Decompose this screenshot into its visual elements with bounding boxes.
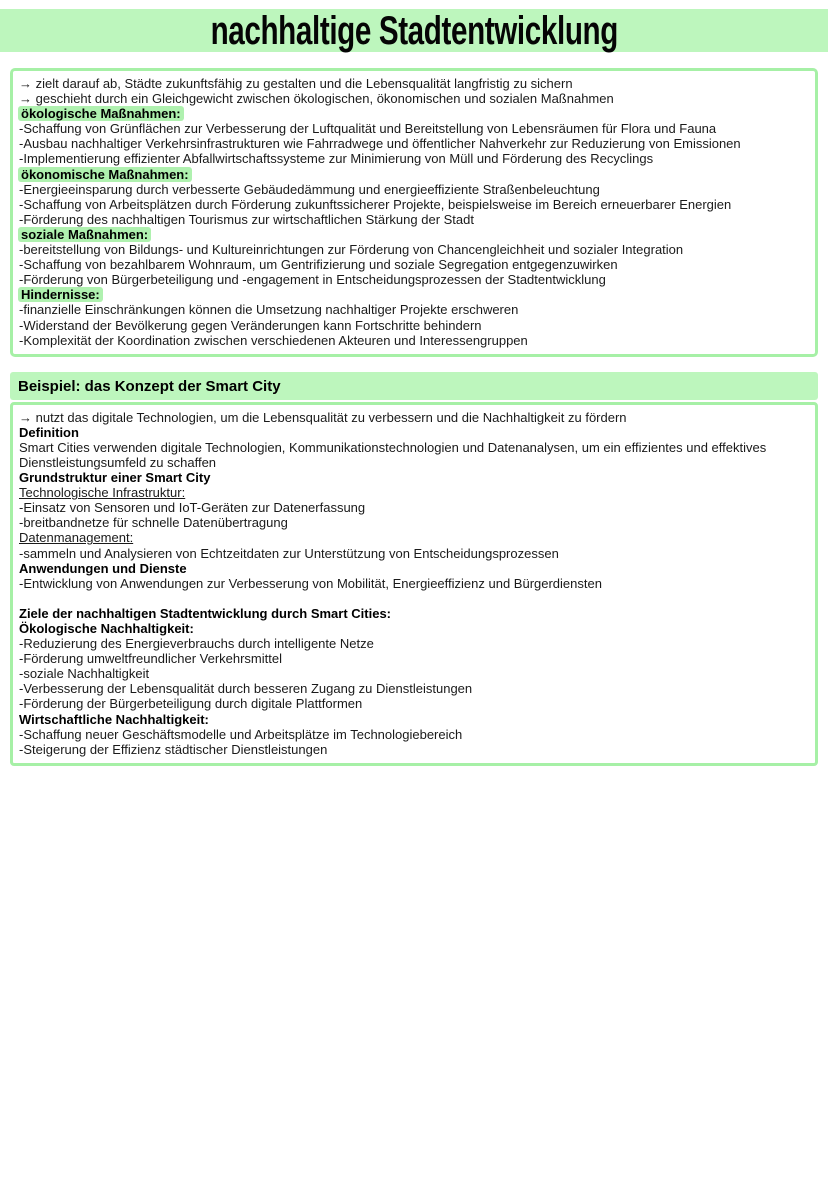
- overview-box: [10, 68, 818, 357]
- text-line: → zielt darauf ab, Städte zukunftsfähig zu gestalten und die Lebensqualität langfristig zu sichern: [19, 76, 573, 91]
- smart-city-box-lines: [19, 410, 809, 757]
- text-line: Datenmanagement:: [19, 530, 134, 546]
- highlighted-heading: Hindernisse:: [18, 287, 103, 302]
- text-line: -Einsatz von Sensoren und IoT-Geräten zur Datenerfassung: [19, 500, 366, 516]
- text-line: -Entwicklung von Anwendungen zur Verbesserung von Mobilität, Energieeffizienz und Bürgerdiensten: [19, 575, 602, 591]
- smart-city-section-title: Beispiel: das Konzept der Smart City: [18, 377, 281, 395]
- text-line: Technologische Infrastruktur:: [19, 485, 186, 501]
- text-line: → geschieht durch ein Gleichgewicht zwischen ökologischen, ökonomischen und sozialen Maßnahmen: [19, 91, 614, 107]
- text-line: [19, 106, 809, 121]
- text-line: -sammeln und Analysieren von Echtzeitdaten zur Unterstützung von Entscheidungsprozessen: [19, 545, 559, 561]
- text-line: Ökologische Nachhaltigkeit:: [19, 621, 194, 636]
- highlighted-heading: ökologische Maßnahmen:: [18, 106, 184, 121]
- highlighted-heading: soziale Maßnahmen:: [18, 227, 151, 242]
- smart-city-section-header: [10, 372, 818, 400]
- text-line: -Steigerung der Effizienz städtischer Dienstleistungen: [19, 741, 328, 757]
- text-line: -breitbandnetze für schnelle Datenübertragung: [19, 515, 288, 531]
- overview-box-lines: [19, 76, 809, 348]
- text-line: -Verbesserung der Lebensqualität durch besseren Zugang zu Dienstleistungen: [19, 681, 473, 697]
- text-line: -Förderung der Bürgerbeteiligung durch digitale Plattformen: [19, 696, 363, 712]
- smart-city-section: [10, 372, 818, 766]
- text-line: Smart Cities verwenden digitale Technologien, Kommunikationstechnologien und Datenanalysen, um ein effizientes und effektives Dienstleistungsumfeld zu schaffen: [19, 439, 767, 470]
- page-header: [0, 9, 828, 52]
- highlighted-heading: ökonomische Maßnahmen:: [18, 167, 192, 182]
- text-line: -Schaffung von bezahlbarem Wohnraum, um Gentrifizierung und soziale Segregation entgegenzuwirken: [19, 257, 618, 273]
- text-line: Anwendungen und Dienste: [19, 560, 187, 576]
- text-line: -Förderung umweltfreundlicher Verkehrsmittel: [19, 651, 282, 667]
- text-line: [19, 227, 809, 242]
- text-line: Grundstruktur einer Smart City: [19, 470, 211, 486]
- text-line: -Implementierung effizienter Abfallwirtschaftssysteme zur Minimierung von Müll und Förderung des Recyclings: [19, 151, 654, 167]
- text-line: [19, 591, 809, 606]
- text-line: -Reduzierung des Energieverbrauchs durch intelligente Netze: [19, 636, 374, 652]
- smart-city-box: [10, 402, 818, 766]
- text-line: -bereitstellung von Bildungs- und Kultureinrichtungen zur Förderung von Chancengleichheit und sozialer Integration: [19, 242, 684, 258]
- text-line: → nutzt das digitale Technologien, um die Lebensqualität zu verbessern und die Nachhaltigkeit zu fördern: [19, 409, 627, 425]
- text-line: -Schaffung neuer Geschäftsmodelle und Arbeitsplätze im Technologiebereich: [19, 726, 463, 742]
- text-line: -Schaffung von Grünflächen zur Verbesserung der Luftqualität und Bereitstellung von Lebensräumen für Flora und Fauna: [19, 121, 717, 137]
- text-line: -Widerstand der Bevölkerung gegen Veränderungen kann Fortschritte behindern: [19, 317, 482, 333]
- text-line: [19, 167, 809, 182]
- text-line: Definition: [19, 424, 79, 440]
- text-line: -Förderung von Bürgerbeteiligung und -engagement in Entscheidungsprozessen der Stadtentwicklung: [19, 272, 606, 288]
- text-line: -Förderung des nachhaltigen Tourismus zur wirtschaftlichen Stärkung der Stadt: [19, 211, 474, 227]
- page-title: nachhaltige Stadtentwicklung: [210, 8, 618, 53]
- text-line: Wirtschaftliche Nachhaltigkeit:: [19, 711, 209, 727]
- text-line: Ziele der nachhaltigen Stadtentwicklung durch Smart Cities:: [19, 605, 392, 621]
- text-line: -Komplexität der Koordination zwischen verschiedenen Akteuren und Interessengruppen: [19, 332, 528, 348]
- text-line: -finanzielle Einschränkungen können die Umsetzung nachhaltiger Projekte erschweren: [19, 302, 519, 318]
- text-line: [19, 287, 809, 302]
- text-line: -Ausbau nachhaltiger Verkehrsinfrastrukturen wie Fahrradwege und öffentlicher Nahverkehr zur Reduzierung von Emissionen: [19, 136, 741, 152]
- text-line: -Energieeinsparung durch verbesserte Gebäudedämmung und energieeffiziente Straßenbeleuchtung: [19, 181, 600, 197]
- text-line: -Schaffung von Arbeitsplätzen durch Förderung zukunftssicherer Projekte, beispielsweise im Bereich erneuerbarer Energien: [19, 196, 732, 212]
- text-line: -soziale Nachhaltigkeit: [19, 666, 150, 682]
